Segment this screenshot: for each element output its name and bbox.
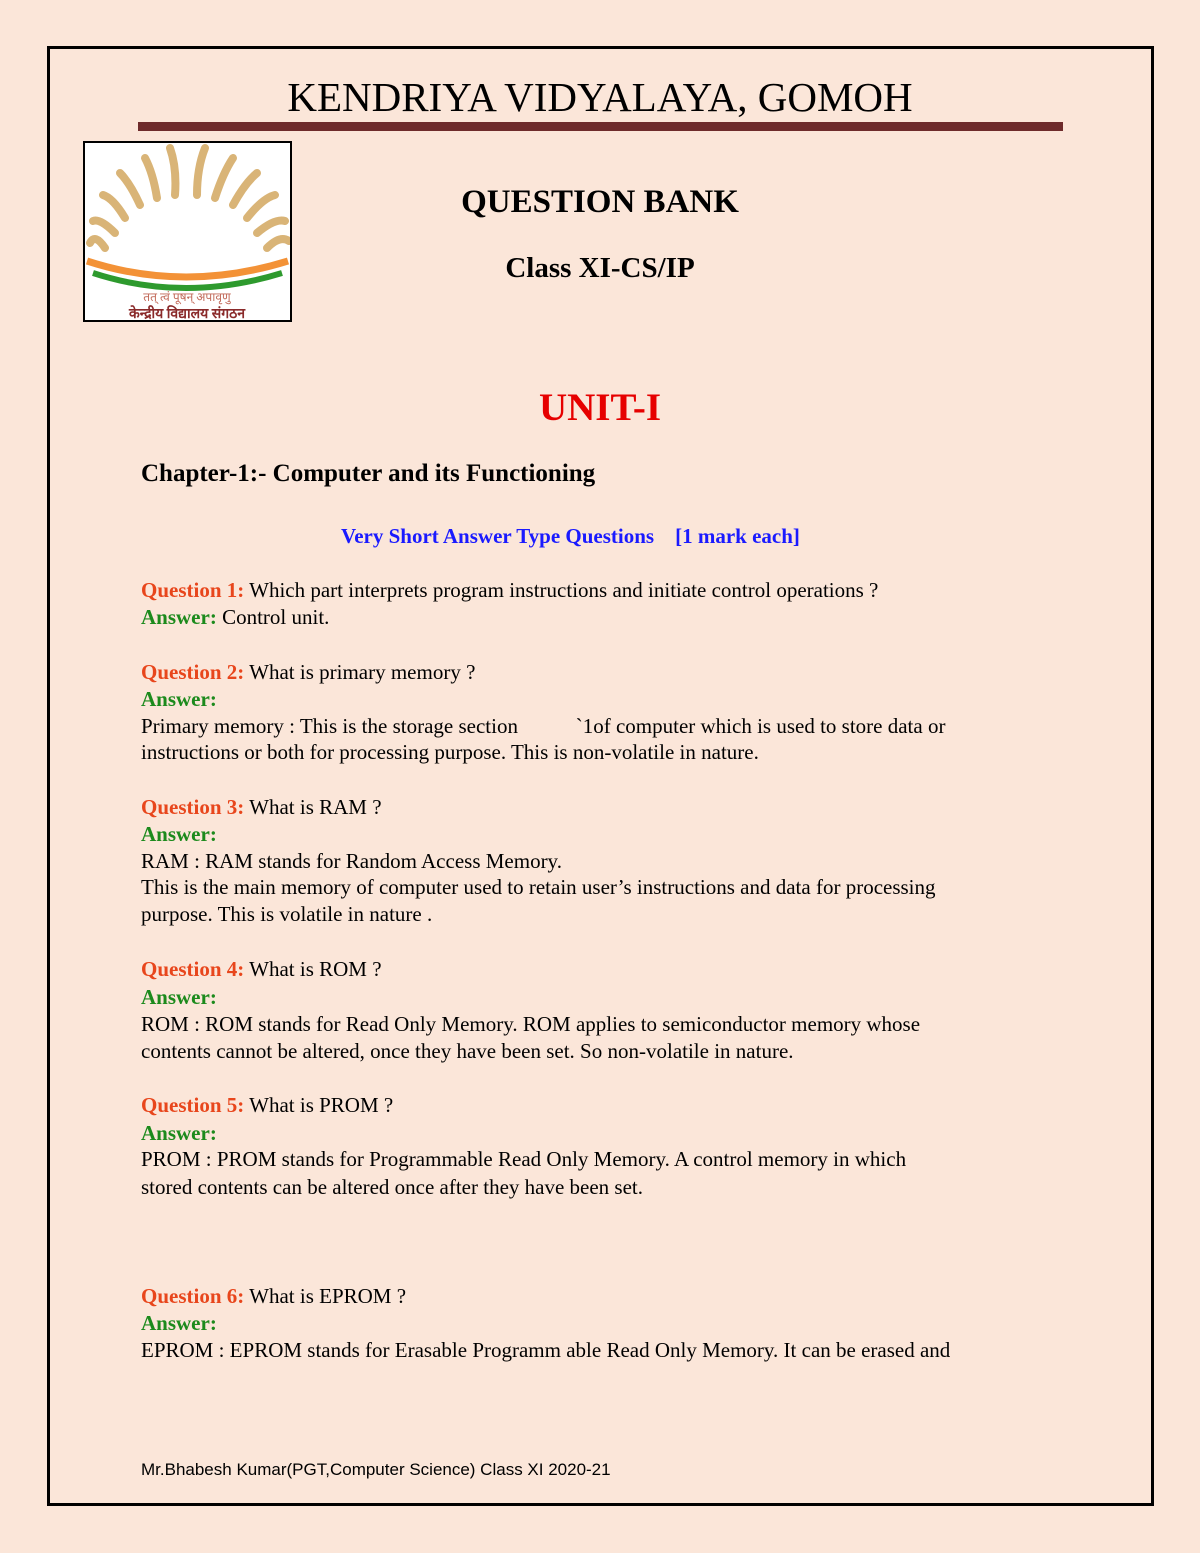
logo-org-name: केन्द्रीय विद्यालय संगठन — [129, 307, 245, 320]
answer-line: contents cannot be altered, once they have been set. So non-volatile in nature. — [141, 1039, 794, 1063]
question-label: Question 2: — [141, 660, 245, 684]
answer-line: purpose. This is volatile in nature . — [141, 902, 433, 926]
answer-line: ROM : ROM stands for Read Only Memory. ROM applies to semiconductor memory whose — [141, 1012, 921, 1036]
answer-line: RAM : RAM stands for Random Access Memory. — [141, 849, 562, 873]
answer-label: Answer: — [141, 605, 217, 629]
question-5 — [141, 1092, 393, 1118]
logo-motto: तत् त्वं पूषन् अपावृणु — [143, 290, 231, 304]
question-label: Question 4: — [141, 957, 245, 981]
question-text: What is ROM ? — [244, 957, 382, 981]
kvs-logo — [83, 141, 292, 322]
question-label: Question 5: — [141, 1093, 245, 1117]
question-label: Question 1: — [141, 578, 245, 602]
question-text: What is EPROM ? — [244, 1284, 407, 1308]
answer-line: Primary memory : This is the storage section `1of computer which is used to store data or — [141, 714, 946, 738]
answer-line: EPROM : EPROM stands for Erasable Programm able Read Only Memory. It can be erased and — [141, 1338, 951, 1362]
class-label: Class XI-CS/IP — [505, 252, 695, 284]
question-2 — [141, 659, 475, 685]
question-label: Question 3: — [141, 795, 245, 819]
answer-1 — [141, 604, 329, 630]
header-divider — [138, 122, 1063, 131]
answer-label: Answer: — [141, 687, 217, 711]
question-4 — [141, 956, 382, 982]
question-text: What is RAM ? — [244, 795, 382, 819]
answer-line: This is the main memory of computer used to retain user’s instructions and data for processing — [141, 875, 936, 899]
answer-line: PROM : PROM stands for Programmable Read Only Memory. A control memory in which — [141, 1147, 907, 1171]
question-text: What is PROM ? — [244, 1093, 394, 1117]
unit-heading: UNIT-I — [538, 386, 662, 429]
answer-label: Answer: — [141, 1311, 217, 1335]
question-label: Question 6: — [141, 1284, 245, 1308]
question-1 — [141, 577, 878, 603]
answer-text: Control unit. — [216, 605, 330, 629]
answer-label: Answer: — [141, 1121, 217, 1145]
question-3 — [141, 794, 382, 820]
section-heading: Very Short Answer Type Questions [1 mark each] — [341, 524, 800, 548]
answer-label: Answer: — [141, 822, 217, 846]
page-footer: Mr.Bhabesh Kumar(PGT,Computer Science) Class XI 2020-21 — [141, 1460, 611, 1479]
question-6 — [141, 1283, 406, 1309]
answer-line: stored contents can be altered once after they have been set. — [141, 1175, 644, 1199]
answer-label: Answer: — [141, 985, 217, 1009]
question-text: Which part interprets program instructions and initiate control operations ? — [244, 578, 879, 602]
document-title: QUESTION BANK — [461, 184, 739, 220]
question-text: What is primary memory ? — [244, 660, 476, 684]
chapter-heading: Chapter-1:- Computer and its Functioning — [141, 460, 596, 487]
sun-emblem-icon — [85, 143, 290, 320]
answer-line: instructions or both for processing purpose. This is non-volatile in nature. — [141, 740, 759, 764]
school-name: KENDRIYA VIDYALAYA, GOMOH — [287, 74, 913, 120]
